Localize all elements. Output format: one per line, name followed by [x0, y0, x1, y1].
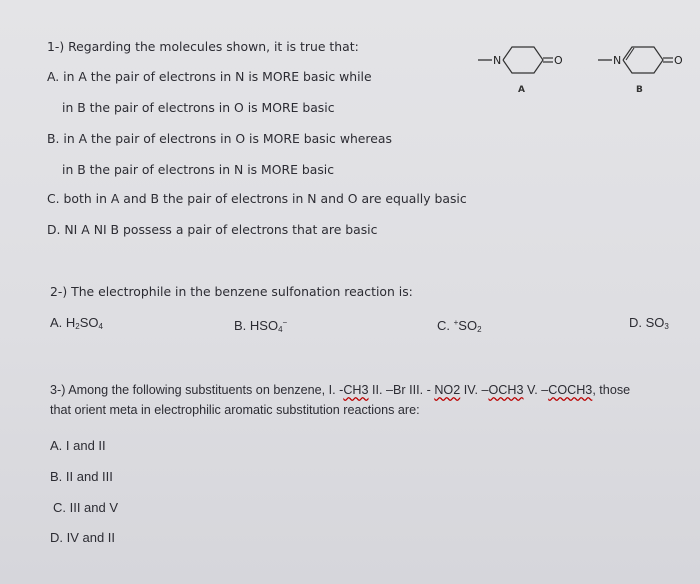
q2-c-mid: SO — [458, 318, 478, 333]
q2-c-sub: 2 — [477, 325, 482, 334]
q2-option-b — [234, 315, 287, 338]
molecule-label-b: B — [636, 85, 643, 95]
q3-stem-line1 — [50, 382, 630, 398]
q2-d-sub: 3 — [664, 322, 669, 331]
atom-n: N — [613, 54, 622, 67]
q3-substituent-och3: OCH3 — [488, 383, 524, 397]
q3-substituent-ch3: CH3 — [343, 383, 369, 397]
q1-option-d: D. NI A NI B possess a pair of electrons that are basic — [47, 222, 378, 237]
q2-c-text: C. — [437, 318, 454, 333]
q3-option-d: D. IV and II — [50, 530, 116, 545]
q2-a-text: A. H — [50, 315, 76, 330]
q2-b-text: B. HSO — [234, 318, 279, 333]
q1-option-b-line2: in B the pair of electrons in N is MORE basic — [62, 162, 335, 177]
atom-o: O — [554, 54, 563, 67]
q2-c-charge: + — [453, 318, 459, 327]
ring — [623, 47, 663, 73]
q2-b-sub: 4 — [278, 325, 283, 334]
q2-option-a — [50, 315, 103, 335]
q2-b-charge: − — [282, 318, 288, 327]
molecule-b — [590, 34, 700, 99]
molecule-label-a: A — [518, 85, 525, 95]
q2-d-text: D. SO — [629, 315, 665, 330]
q3-text: II. –Br III. - — [368, 383, 435, 397]
q3-option-a: A. I and II — [50, 438, 106, 453]
q1-option-c: C. both in A and B the pair of electrons in N and O are equally basic — [47, 191, 467, 206]
q2-a-sub1: 2 — [75, 322, 80, 331]
q2-option-d — [629, 315, 669, 335]
q3-text: IV. – — [460, 383, 489, 397]
q1-option-a-line1: A. in A the pair of electrons in N is MORE basic while — [47, 69, 372, 84]
atom-o: O — [674, 54, 683, 67]
q2-a-mid: SO — [79, 315, 99, 330]
molecule-a — [470, 34, 580, 99]
q3-text: V. – — [523, 383, 549, 397]
q3-substituent-coch3: COCH3 — [548, 383, 593, 397]
q3-stem-line2: that orient meta in electrophilic aromatic substitution reactions are: — [50, 403, 420, 417]
q3-option-c: C. III and V — [53, 500, 119, 515]
q3-text: 3-) Among the following substituents on benzene, I. - — [50, 383, 344, 397]
q3-option-b: B. II and III — [50, 469, 113, 484]
q3-text: , those — [592, 383, 631, 397]
q1-stem: 1-) Regarding the molecules shown, it is true that: — [47, 39, 359, 54]
q2-option-c — [437, 315, 482, 338]
q3-substituent-no2: NO2 — [434, 383, 461, 397]
atom-n: N — [493, 54, 502, 67]
q1-option-a-line2: in B the pair of electrons in O is MORE basic — [62, 100, 335, 115]
q2-stem: 2-) The electrophile in the benzene sulfonation reaction is: — [50, 284, 413, 299]
q1-option-b-line1: B. in A the pair of electrons in O is MORE basic whereas — [47, 131, 392, 146]
q2-a-sub2: 4 — [98, 322, 103, 331]
ring — [503, 47, 543, 73]
